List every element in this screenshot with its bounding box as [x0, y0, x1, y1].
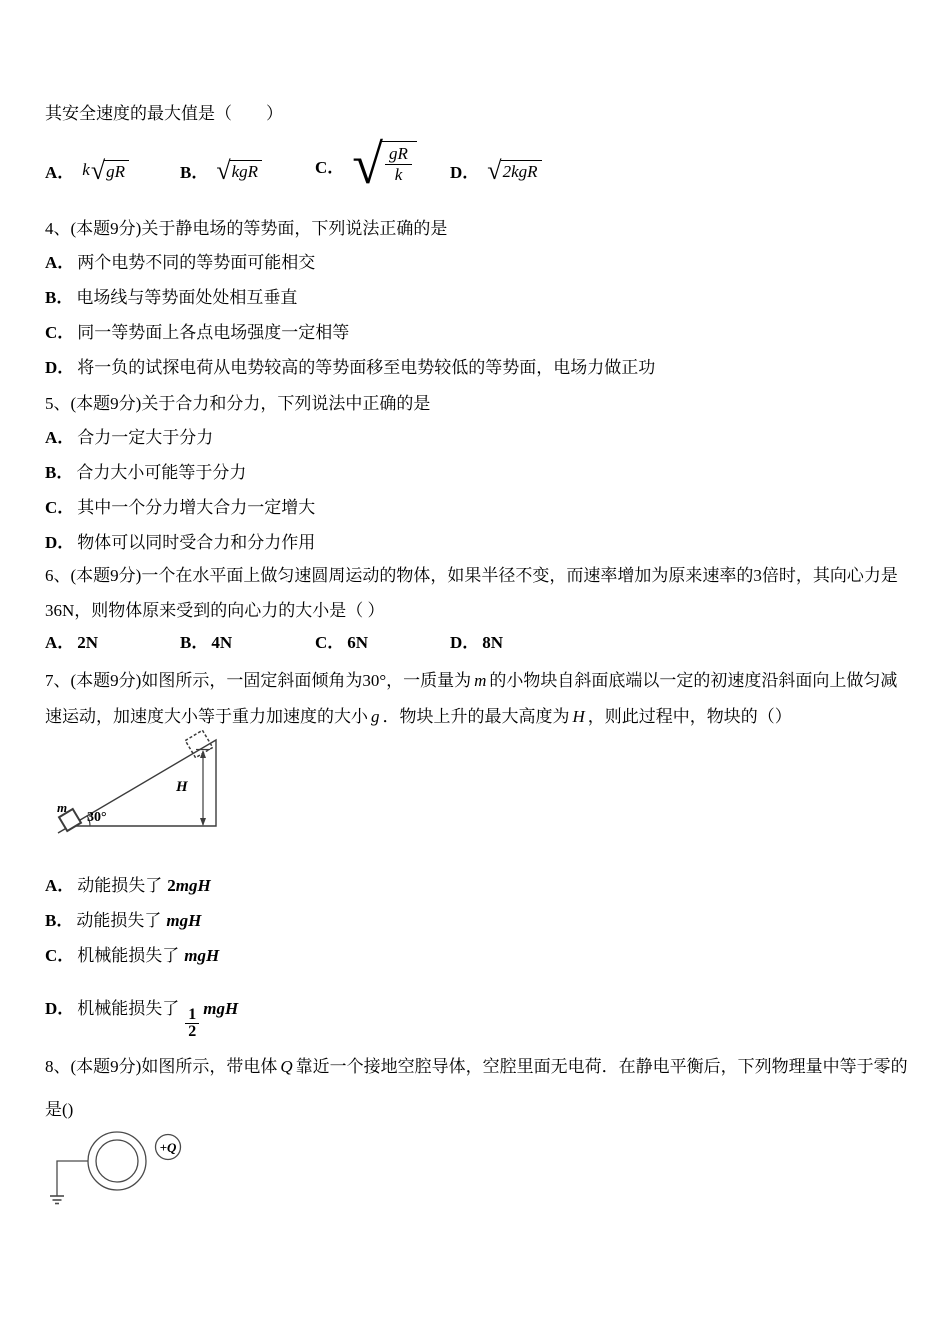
- fraction-numerator: 1: [185, 1007, 199, 1024]
- q7-option-b: [45, 910, 201, 932]
- arrowhead-up-icon: [200, 750, 206, 758]
- option-label: A．: [45, 876, 75, 895]
- radical-expression: [487, 157, 541, 183]
- q6-option-c: [315, 632, 368, 654]
- q8-stem-line1: [45, 1056, 908, 1078]
- option-text: 4N: [211, 633, 233, 652]
- fraction-one-half: [185, 1007, 199, 1040]
- fraction-denominator: 2: [188, 1023, 197, 1040]
- stem-text: 8、(本题9分)如图所示，带电体: [45, 1057, 278, 1076]
- radical-expression: [91, 157, 129, 183]
- option-label: A．: [45, 633, 75, 652]
- option-label: D．: [45, 533, 75, 552]
- option-text: 电场线与等势面处处相互垂直: [76, 288, 298, 307]
- option-text: 两个电势不同的等势面可能相交: [77, 253, 316, 272]
- option-label: C．: [45, 323, 75, 342]
- fraction-denominator: k: [394, 165, 403, 184]
- option-label: C．: [315, 157, 345, 177]
- radicand: gR: [104, 160, 129, 181]
- q5-option-d: [45, 532, 315, 554]
- q3-option-c: [315, 134, 417, 196]
- option-text: 2N: [77, 633, 99, 652]
- variable-H: H: [572, 707, 585, 726]
- radical-sign: √: [487, 156, 502, 185]
- angle-label: 30°: [87, 810, 107, 825]
- q6-stem-line1: 6、(本题9分)一个在水平面上做匀速圆周运动的物体，如果半径不变，而速率增加为原来速率的3倍时，其向心力是: [45, 566, 898, 585]
- option-text: 机械能损失了: [77, 999, 180, 1018]
- q3-option-a: [45, 150, 129, 190]
- q3-option-b: [180, 150, 262, 190]
- variable-Q: Q: [280, 1057, 293, 1076]
- charge-label: +Q: [159, 1140, 177, 1155]
- stem-text: ．物块上升的最大高度为: [382, 707, 570, 726]
- arrowhead-down-icon: [200, 818, 206, 826]
- option-label: A．: [45, 253, 75, 272]
- radicand: 2kgR: [501, 160, 542, 181]
- q6-option-a: [45, 632, 98, 654]
- fraction: [385, 144, 412, 185]
- option-text: 8N: [482, 633, 504, 652]
- option-text: 合力一定大于分力: [77, 428, 214, 447]
- radical-sign: √: [352, 134, 384, 196]
- option-label: D．: [450, 162, 480, 182]
- radical-sign: √: [216, 156, 231, 185]
- radical-sign: √: [90, 156, 106, 185]
- option-label: D．: [45, 358, 75, 377]
- q7-option-a: [45, 875, 211, 897]
- option-text: 同一等势面上各点电场强度一定相等: [77, 323, 350, 342]
- option-label: B．: [45, 288, 74, 307]
- formula-variables: mgH: [175, 876, 211, 895]
- option-label: D．: [45, 999, 75, 1018]
- stem-text: 7、(本题9分)如图所示，一固定斜面倾角为30°，一质量为: [45, 671, 472, 690]
- q3-option-d: [450, 150, 542, 190]
- option-text: 6N: [347, 633, 369, 652]
- q3-stem: 其安全速度的最大值是（ ）: [45, 104, 283, 123]
- ground-wire: [57, 1161, 88, 1196]
- q6-stem-line2: 36N，则物体原来受到的向心力的大小是（ ）: [45, 601, 385, 620]
- stem-text: ，则此过程中，物块的（）: [587, 707, 792, 726]
- incline-triangle: [58, 740, 216, 833]
- formula-variables: mgH: [203, 999, 239, 1018]
- conductor-diagram: [45, 1130, 195, 1215]
- q5-option-c: [45, 497, 315, 519]
- option-label: C．: [45, 946, 75, 965]
- option-text: 其中一个分力增大合力一定增大: [77, 498, 316, 517]
- option-label: A．: [45, 162, 75, 182]
- q4-option-d: [45, 357, 655, 379]
- variable-m: m: [474, 671, 487, 690]
- incline-diagram: [50, 720, 240, 845]
- q4-option-a: [45, 252, 315, 274]
- option-text: 物体可以同时受合力和分力作用: [77, 533, 316, 552]
- variable-g: g: [371, 707, 380, 726]
- q6-option-b: [180, 632, 232, 654]
- option-label: B．: [45, 463, 74, 482]
- option-label: C．: [45, 498, 75, 517]
- radical-expression: [352, 134, 417, 196]
- option-text: 合力大小可能等于分力: [76, 463, 247, 482]
- radicand: kgR: [230, 160, 262, 181]
- q7-stem-line1: [45, 670, 897, 692]
- height-label: H: [176, 779, 188, 795]
- formula-variables: mgH: [166, 911, 202, 930]
- q5-option-a: [45, 427, 213, 449]
- formula-variables: mgH: [184, 946, 220, 965]
- q7-option-d: [45, 998, 238, 1040]
- option-text: 动能损失了: [77, 876, 163, 895]
- q5-option-b: [45, 462, 246, 484]
- mass-label: m: [57, 800, 68, 815]
- ground-icon: [50, 1196, 64, 1204]
- option-text: 动能损失了: [76, 911, 162, 930]
- fraction-numerator: gR: [385, 144, 412, 165]
- stem-text: 的小物块自斜面底端以一定的初速度沿斜面向上做匀减: [489, 671, 898, 690]
- option-label: B．: [180, 162, 209, 182]
- variable-k: k: [82, 160, 90, 179]
- stem-text: 速运动，加速度大小等于重力加速度的大小: [45, 707, 368, 726]
- q4-option-b: [45, 287, 297, 309]
- stem-text: 靠近一个接地空腔导体，空腔里面无电荷．在静电平衡后，下列物理量中等于零的: [295, 1057, 908, 1076]
- option-label: A．: [45, 428, 75, 447]
- conductor-cavity-circle: [96, 1140, 138, 1182]
- q4-option-c: [45, 322, 349, 344]
- option-text: 机械能损失了: [77, 946, 180, 965]
- coefficient: 2: [167, 876, 176, 895]
- radicand: [382, 141, 417, 185]
- q8-stem-line2: 是(): [45, 1100, 74, 1119]
- q5-stem: 5、(本题9分)关于合力和分力，下列说法中正确的是: [45, 394, 431, 413]
- option-text: 将一负的试探电荷从电势较高的等势面移至电势较低的等势面，电场力做正功: [77, 358, 656, 377]
- conductor-outer-circle: [88, 1132, 146, 1190]
- radical-expression: [216, 157, 262, 183]
- q6-option-d: [450, 632, 503, 654]
- option-label: B．: [180, 633, 209, 652]
- q4-stem: 4、(本题9分)关于静电场的等势面，下列说法正确的是: [45, 219, 448, 238]
- q7-option-c: [45, 945, 219, 967]
- option-label: C．: [315, 633, 345, 652]
- option-label: B．: [45, 911, 74, 930]
- option-label: D．: [450, 633, 480, 652]
